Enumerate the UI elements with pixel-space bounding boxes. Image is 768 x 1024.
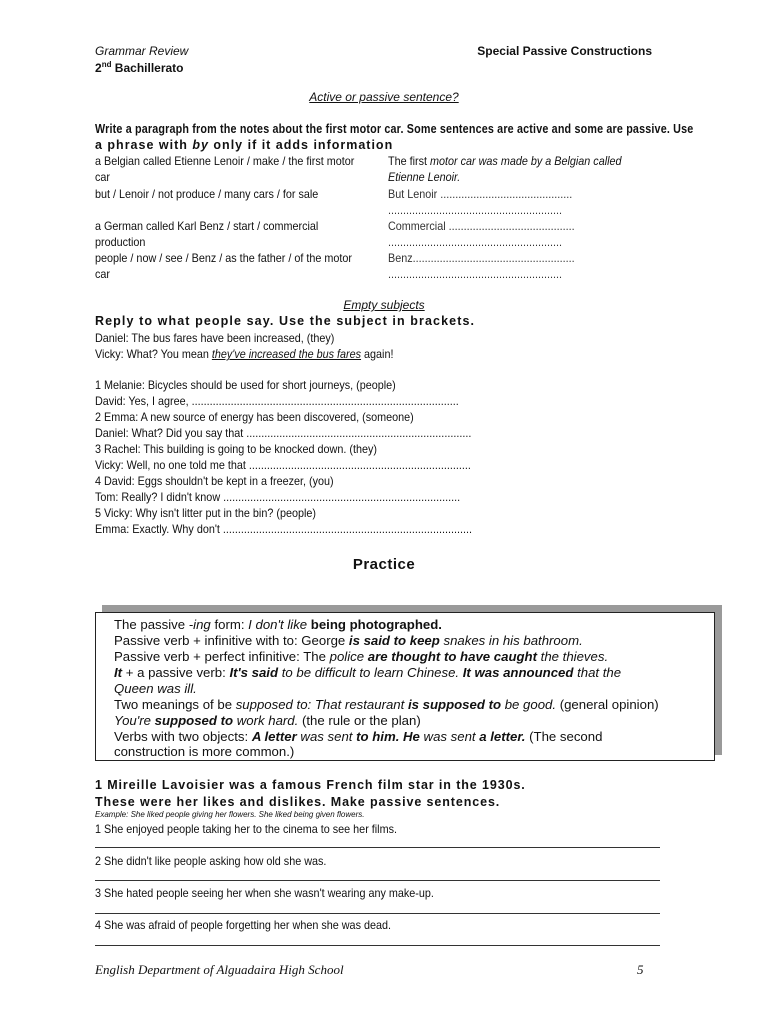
example-line-2 bbox=[95, 347, 393, 361]
exercise-item-1: 1 She enjoyed people taking her to the cinema to see her films. bbox=[95, 822, 397, 836]
instr-pre: a phrase with bbox=[95, 138, 193, 152]
grammar-line-7 bbox=[114, 713, 421, 729]
grammar-line-1 bbox=[114, 617, 442, 633]
txt: be good. bbox=[501, 697, 557, 712]
dialogue-line[interactable]: David: Yes, I agree, ......................................................................................... bbox=[95, 394, 459, 408]
answer-2-line1: But Lenoir ............................................ bbox=[388, 187, 573, 201]
txt: (the rule or the plan) bbox=[298, 713, 421, 728]
txt: You're bbox=[114, 713, 155, 728]
answer-4-line1: Benz...................................................... bbox=[388, 251, 575, 265]
txt: + a passive verb: bbox=[122, 665, 230, 680]
txt: -ing bbox=[188, 617, 211, 632]
answer-row-1 bbox=[388, 153, 631, 185]
example-answer: they've increased the bus fares bbox=[211, 347, 362, 361]
footer-school: English Department of Alguadaira High School bbox=[95, 962, 344, 977]
answer-row-2[interactable] bbox=[388, 186, 631, 218]
answer-4-line2: .......................................................... bbox=[388, 267, 563, 281]
txt: It bbox=[462, 665, 471, 680]
dialogue-line: 2 Emma: A new source of energy has been discovered, (someone) bbox=[95, 410, 414, 424]
dialogue-line[interactable]: Emma: Exactly. Why don't ................................................................................... bbox=[95, 522, 472, 536]
answer-row-4[interactable] bbox=[388, 250, 631, 282]
answer-3-line1: Commercial .......................................... bbox=[388, 219, 575, 233]
txt: are thought to have caught bbox=[367, 649, 537, 664]
dialogue-line: 5 Vicky: Why isn't litter put in the bin? (people) bbox=[95, 506, 316, 520]
txt: to him. He bbox=[356, 729, 420, 744]
grammar-line-8 bbox=[114, 729, 602, 745]
dialogue-line[interactable]: Daniel: What? Did you say that ........................................................................... bbox=[95, 426, 472, 440]
txt: supposed to bbox=[154, 713, 234, 728]
exercise-item-4: 4 She was afraid of people forgetting her when she was dead. bbox=[95, 918, 392, 932]
txt: A letter bbox=[251, 729, 297, 744]
txt: is supposed to bbox=[407, 697, 502, 712]
section2-instruction: Reply to what people say. Use the subject in brackets. bbox=[95, 314, 476, 328]
practice-title: Practice bbox=[352, 556, 416, 573]
answer-1-pre: The first bbox=[388, 154, 431, 168]
header-level bbox=[95, 58, 188, 75]
txt: a letter. bbox=[479, 729, 526, 744]
grammar-line-5: Queen was ill. bbox=[114, 681, 197, 696]
example-line-1: Daniel: The bus fares have been increased, (they) bbox=[95, 331, 335, 345]
grammar-line-3 bbox=[114, 649, 608, 665]
txt: It bbox=[114, 665, 123, 680]
answer-row-3[interactable] bbox=[388, 218, 631, 250]
notes-row-4: people / now / see / Benz / as the father / of the motor car bbox=[95, 251, 352, 281]
example-post: again! bbox=[361, 347, 394, 361]
dialogue-line: 3 Rachel: This building is going to be knocked down. (they) bbox=[95, 442, 377, 456]
grammar-line-4 bbox=[114, 665, 621, 681]
txt: was sent bbox=[296, 729, 357, 744]
txt: (The second bbox=[525, 729, 603, 744]
level-text: Bachillerato bbox=[111, 61, 184, 75]
section2-title: Empty subjects bbox=[343, 298, 425, 312]
notes-row-2: but / Lenoir / not produce / many cars / for sale bbox=[95, 187, 319, 201]
txt: Verbs with two objects: bbox=[114, 729, 252, 744]
answer-line-1[interactable] bbox=[95, 847, 660, 848]
grammar-line-2 bbox=[114, 633, 583, 649]
grammar-box bbox=[95, 612, 715, 761]
section1-instruction-line1: Write a paragraph from the notes about the first motor car. Some sentences are active and some are passive. Use bbox=[95, 122, 694, 136]
txt: supposed to: That restaurant bbox=[235, 697, 408, 712]
answer-line-4[interactable] bbox=[95, 945, 660, 946]
txt: is said to keep bbox=[348, 633, 440, 648]
txt: that the bbox=[573, 665, 622, 680]
header-left bbox=[95, 44, 188, 75]
level-number: 2 bbox=[95, 61, 102, 75]
dialogue-line[interactable]: Vicky: Well, no one told me that .......................................................................... bbox=[95, 458, 471, 472]
instr-post: only if it adds information bbox=[208, 138, 394, 152]
grammar-line-6 bbox=[114, 697, 659, 713]
dialogue-line[interactable]: Tom: Really? I didn't know ............................................................................... bbox=[95, 490, 461, 504]
txt: police bbox=[329, 649, 368, 664]
answer-line-3[interactable] bbox=[95, 913, 660, 914]
header-course: Grammar Review bbox=[95, 44, 189, 58]
txt: the thieves. bbox=[537, 649, 609, 664]
page-number: 5 bbox=[637, 962, 644, 977]
txt: I don't like bbox=[248, 617, 311, 632]
answer-3-line2: .......................................................... bbox=[388, 235, 563, 249]
exercise-title-line1: 1 Mireille Lavoisier was a famous French film star in the 1930s. bbox=[95, 778, 526, 792]
grammar-line-9: construction is more common.) bbox=[114, 744, 295, 759]
exercise-title-line2: These were her likes and dislikes. Make passive sentences. bbox=[95, 795, 501, 809]
txt: Passive verb + perfect infinitive: The bbox=[114, 649, 330, 664]
answer-1-italic: motor car was made by a Belgian called Etienne Lenoir. bbox=[388, 154, 622, 184]
txt: form: bbox=[210, 617, 249, 632]
notes-row-3: a German called Karl Benz / start / commercial production bbox=[95, 219, 319, 249]
answer-2-line2: .......................................................... bbox=[388, 203, 563, 217]
txt: work hard. bbox=[233, 713, 299, 728]
txt: was sent bbox=[419, 729, 480, 744]
notes-row-1: a Belgian called Etienne Lenoir / make / the first motor car bbox=[95, 154, 355, 184]
txt: The passive bbox=[114, 617, 189, 632]
txt: Passive verb + infinitive with to: George bbox=[114, 633, 349, 648]
exercise-item-2: 2 She didn't like people asking how old she was. bbox=[95, 854, 327, 868]
txt: Two meanings of be bbox=[114, 697, 236, 712]
answer-line-2[interactable] bbox=[95, 880, 660, 881]
txt: (general opinion) bbox=[556, 697, 659, 712]
txt: It's said bbox=[229, 665, 279, 680]
exercise-item-3: 3 She hated people seeing her when she wasn't wearing any make-up. bbox=[95, 886, 434, 900]
section1-instruction bbox=[95, 122, 768, 136]
exercise-example: Example: She liked people giving her flowers. She liked being given flowers. bbox=[95, 810, 365, 819]
dialogue-line: 1 Melanie: Bicycles should be used for short journeys, (people) bbox=[95, 378, 396, 392]
section1-title: Active or passive sentence? bbox=[309, 90, 459, 104]
header-topic: Special Passive Constructions bbox=[477, 44, 652, 58]
txt: being photographed. bbox=[310, 617, 442, 632]
txt: to be difficult to learn Chinese. bbox=[278, 665, 463, 680]
txt: snakes in his bathroom. bbox=[439, 633, 583, 648]
level-suffix: nd bbox=[101, 60, 112, 69]
instr-by: by bbox=[192, 138, 209, 152]
dialogue-line: 4 David: Eggs shouldn't be kept in a freezer, (you) bbox=[95, 474, 334, 488]
txt: was announced bbox=[470, 665, 574, 680]
section1-instruction-line2 bbox=[95, 138, 393, 152]
example-pre: Vicky: What? You mean bbox=[95, 347, 212, 361]
